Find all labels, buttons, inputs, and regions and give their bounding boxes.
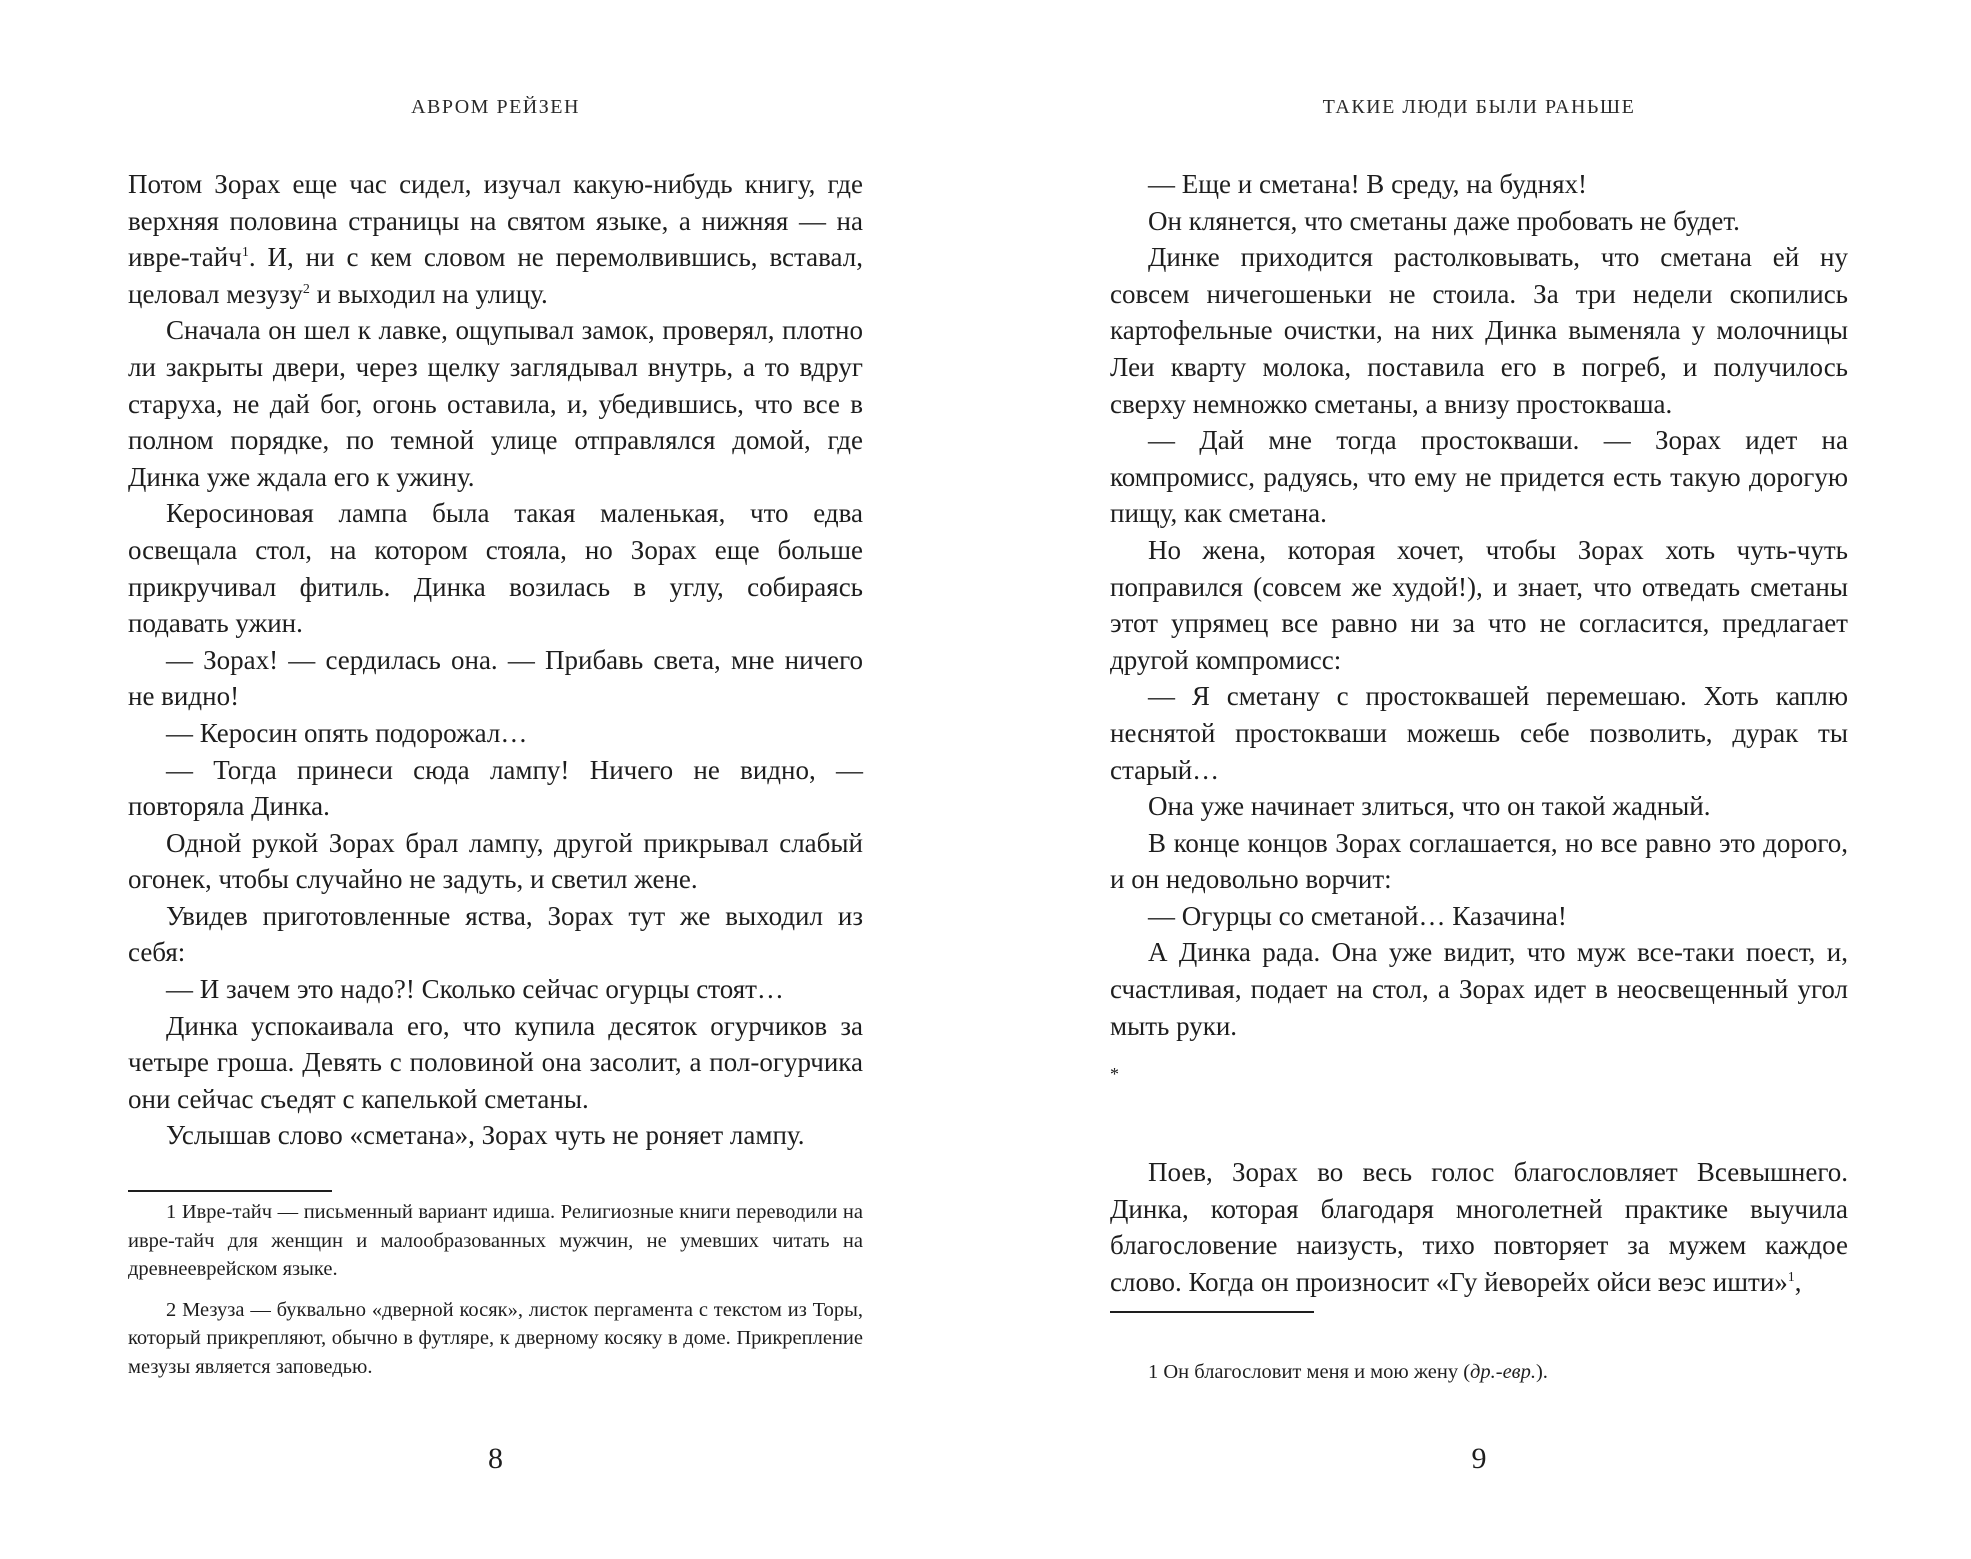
paragraph: — Тогда принеси сюда лампу! Ничего не видно, — повторяла Динка.	[128, 754, 863, 822]
paragraph: Керосиновая лампа была такая маленькая, что едва освещала стол, на котором стояла, но Зорах еще больше прикручивал фитиль. Динка возилась в углу, собираясь подавать ужин.	[128, 498, 863, 639]
footnotes	[1110, 1358, 1848, 1399]
footnote-ref: 1	[241, 245, 249, 261]
paragraph: А Динка рада. Она уже видит, что муж все-таки поест, и, счастливая, подает на стол, а Зорах идет в неосвещенный угол мыть руки.	[1110, 937, 1848, 1041]
paragraph: — Зорах! — сердилась она. — Прибавь света, мне ничего не видно!	[128, 644, 863, 712]
paragraph: — Керосин опять подорожал…	[166, 717, 528, 748]
footnote-ref: 1	[1787, 1270, 1795, 1286]
paragraph: — Дай мне тогда простокваши. — Зорах идет на компромисс, радуясь, что ему не придется есть такую дорогую пищу, как сметана.	[1110, 425, 1848, 529]
paragraph: Она уже начинает злиться, что он такой жадный.	[1148, 791, 1711, 822]
left-page-body	[128, 166, 863, 1154]
paragraph: Потом Зорах еще час сидел, изучал какую-нибудь книгу, где верхняя половина страницы на святом языке, а нижняя — на ивре-тайч$^1$. И, ни с кем словом не перемолвившись, вставал, целовал мезузу$^2$ и выходил на улицу.	[128, 169, 863, 309]
footnote-rule	[1110, 1311, 1314, 1313]
right-page	[1110, 0, 1848, 1559]
footnotes	[128, 1198, 863, 1394]
paragraph: — Еще и сметана! В среду, на буднях!	[1148, 169, 1588, 199]
paragraph: — Огурцы со сметаной… Казачина!	[1148, 900, 1567, 931]
footnote: 1 Ивре-тайч — письменный вариант идиша. Религиозные книги переводили на ивре-тайч для женщин и малообразованных мужчин, не умевших читать на древнееврейском языке.	[128, 1201, 863, 1281]
footnote: 2 Мезуза — буквально «дверной косяк», листок пергамента с текстом из Торы, который прикрепляют, обычно в футляре, к дверному косяку в доме. Прикрепление мезузы является заповедью.	[128, 1298, 863, 1378]
left-page	[128, 0, 863, 1559]
footnote: 1 Он благословит меня и мою жену (др.-евр.).	[1148, 1361, 1548, 1383]
page-number: 8	[488, 1442, 503, 1475]
right-page-body	[1110, 166, 1848, 1301]
paragraph: Одной рукой Зорах брал лампу, другой прикрывал слабый огонек, чтобы случайно не задуть, и светил жене.	[128, 827, 863, 895]
paragraph: Он клянется, что сметаны даже пробовать не будет.	[1148, 205, 1740, 236]
page-number: 9	[1471, 1442, 1487, 1475]
footnote-rule	[128, 1190, 332, 1192]
paragraph: Увидев приготовленные яства, Зорах тут же выходил из себя:	[128, 900, 863, 968]
running-header-author: АВРОМ РЕЙЗЕН	[411, 96, 580, 118]
paragraph: Поев, Зорах во весь голос благословляет Всевышнего. Динка, которая благодаря многолетней практике выучила благословение наизусть, тихо повторяет за мужем каждое слово. Когда он произносит «Гу йеворейх ойси веэс ишти»$^1$,	[1110, 1157, 1848, 1298]
running-header-title: ТАКИЕ ЛЮДИ БЫЛИ РАНЬШЕ	[1322, 96, 1636, 118]
section-separator-star: *	[1110, 1064, 1119, 1085]
paragraph: Динка успокаивала его, что купила десяток огурчиков за четыре гроша. Девять с половиной она засолит, а пол-огурчика они сейчас съедят с капелькой сметаны.	[128, 1010, 863, 1114]
footnote-ref: 2	[302, 281, 310, 297]
paragraph: Но жена, которая хочет, чтобы Зорах хоть чуть-чуть поправился (совсем же худой!), и знает, что отведать сметаны этот упрямец все равно ни за что не согласится, предлагает другой компромисс:	[1110, 534, 1848, 675]
paragraph: Услышав слово «сметана», Зорах чуть не роняет лампу.	[166, 1120, 805, 1151]
paragraph: В конце концов Зорах соглашается, но все равно это дорого, и он недовольно ворчит:	[1110, 827, 1848, 895]
paragraph: — Я сметану с простоквашей перемешаю. Хоть каплю неснятой простокваши можешь себе позволить, дурак ты старый…	[1110, 681, 1848, 785]
paragraph: — И зачем это надо?! Сколько сейчас огурцы стоят…	[166, 974, 784, 1005]
paragraph: Сначала он шел к лавке, ощупывал замок, проверял, плотно ли закрыты двери, через щелку заглядывал внутрь, а то вдруг старуха, не дай бог, огонь оставила, и, убедившись, что все в полном порядке, по темной улице отправлялся домой, где Динка уже ждала его к ужину.	[128, 315, 863, 492]
paragraph: Динке приходится растолковывать, что сметана ей ну совсем ничегошеньки не стоила. За три недели скопились картофельные очистки, на них Динка выменяла у молочницы Леи кварту молока, поставила его в погреб, и получилось сверху немножко сметаны, а внизу простокваша.	[1110, 242, 1848, 419]
